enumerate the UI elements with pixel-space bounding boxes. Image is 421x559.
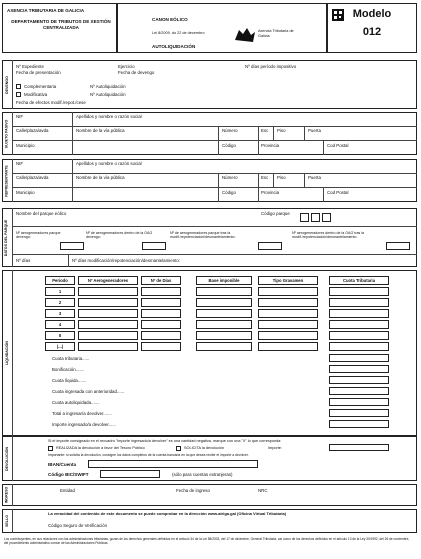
codigo-parque-box-2[interactable]: [311, 213, 320, 222]
solicita-checkbox[interactable]: [176, 446, 181, 451]
liquidacion-input-cell[interactable]: [258, 331, 318, 340]
summary-line-label: Cuota líquida.......: [52, 378, 87, 383]
liquidacion-input-cell[interactable]: [196, 320, 252, 329]
extranjeras-label: (sólo para cuentas extranjeras): [172, 472, 233, 477]
modelo-box: [327, 3, 417, 53]
liquidacion-input-cell[interactable]: [196, 309, 252, 318]
solicita-label: SOLICITA la devolución: [184, 446, 225, 450]
liquidacion-input-cell[interactable]: [258, 309, 318, 318]
sujeto-esc-label: Esc: [261, 128, 269, 133]
periodo-number: 3: [58, 311, 62, 316]
summary-line-label: Cuota tributaria......: [52, 356, 90, 361]
parque-input-1[interactable]: [60, 242, 84, 250]
liquidacion-input-cell[interactable]: [141, 309, 181, 318]
importe-devolucion-input[interactable]: [329, 444, 389, 451]
fecha-efectos-label: Fecha de efectos modif./repot./cese: [16, 100, 86, 105]
liquidacion-side-label: LIQUIDACIÓN: [4, 341, 9, 365]
rep-via-label: Nombre de la vía pública: [76, 175, 125, 180]
col-header-periodo: Periodo: [45, 276, 75, 285]
entidad-label: Entidad: [60, 488, 75, 493]
rep-esc-label: Esc: [261, 175, 269, 180]
liquidacion-input-cell[interactable]: [258, 298, 318, 307]
col-header-dias: Nº de Días: [141, 276, 181, 285]
devolucion-side-label: DEVOLUCIÓN: [4, 446, 9, 471]
sello-side-label: SELLO: [4, 515, 9, 527]
liquidacion-input-cell[interactable]: [78, 331, 138, 340]
parque-col4: Nº aerogeneradores dentro de la OAG tras la modif./repotenciación/desmantelamiento: [292, 231, 365, 240]
modelo-number: 012: [362, 26, 382, 38]
codigo-parque-box-3[interactable]: [322, 213, 331, 222]
summary-line-input[interactable]: [329, 365, 389, 373]
liquidacion-input-cell[interactable]: [141, 331, 181, 340]
sujeto-side-label: SUJETO PASIVO: [4, 119, 9, 148]
agency-name: AXENCIA TRIBUTARIA DE GALICIA: [7, 8, 85, 13]
rep-puerta-label: Puerta: [308, 175, 321, 180]
rep-codigo-label: Código: [222, 190, 236, 195]
rep-calle-label: Calle/plaza/avda: [16, 175, 49, 180]
summary-line-input[interactable]: [329, 420, 389, 428]
summary-line-label: Cuota autoliquidada.......: [52, 400, 100, 405]
col-header-tipo: Tipo Gravamen: [258, 276, 318, 285]
liquidacion-input-cell[interactable]: [141, 298, 181, 307]
header-agency-box: [2, 3, 117, 53]
rep-municipio-label: Municipio: [16, 190, 35, 195]
liquidacion-input-cell[interactable]: [258, 342, 318, 351]
periodo-cell: [45, 298, 75, 307]
footer-legal-text: Los contribuyentes, en sus relaciones con las administraciones tributarias, gozan de los derechos generales definidos en el artículo 34 de la Lei 58/2003, del 17 de diciembre, General Tributaria, así como de los derechos definidos en el artículo 13 de la Ley 30/1992, del 26 de noviembre, del procedimiento administrativo común de las Administraciones Públicas.: [4, 537, 410, 545]
periodo-number: 2: [58, 300, 62, 305]
col-header-cuota: Cuota Tributaria: [329, 276, 389, 285]
parque-codigo-label: Código parque: [261, 211, 290, 216]
representante-side-label: REPRESENTANTE: [4, 164, 9, 197]
ingreso-side-label: INGRESO: [4, 486, 9, 504]
parque-input-3[interactable]: [258, 242, 282, 250]
devolucion-intro: Si el importe consignado en el recuadro "importe ingresado/a devolver" es una cantidad negativa, marque con una "X" lo que corresponda:: [48, 439, 282, 443]
periodo-cell: [45, 320, 75, 329]
sujeto-piso-label: Piso: [277, 128, 286, 133]
form-type: AUTOLIQUIDACIÓN: [152, 44, 196, 49]
summary-line-input[interactable]: [329, 387, 389, 395]
periodo-cell: [45, 331, 75, 340]
complementaria-checkbox[interactable]: [16, 84, 21, 89]
periodo-cell: [45, 342, 75, 351]
periodo-number: 4: [58, 322, 62, 327]
barcode-qr-icon: [332, 9, 344, 21]
liquidacion-input-cell[interactable]: [141, 342, 181, 351]
sujeto-provincia-label: Provincia: [261, 143, 280, 148]
sujeto-cp-label: Cod Postal: [327, 143, 349, 148]
parque-input-2[interactable]: [142, 242, 166, 250]
liquidacion-input-cell[interactable]: [329, 320, 389, 329]
parque-col3: Nº de aerogeneradores parque tras la modif./repotenciación/desmantelamiento:: [170, 231, 236, 240]
n-autoliq-label-1: Nº Autoliquidación: [90, 84, 126, 89]
col-header-base: Base imponible: [196, 276, 252, 285]
sujeto-nif-label: NIF: [16, 114, 24, 119]
ejercicio-label: Ejercicio: [118, 64, 135, 69]
liquidacion-input-cell[interactable]: [78, 298, 138, 307]
sujeto-calle-label: Calle/plaza/avda: [16, 128, 49, 133]
devengo-side-label: DEVENGO: [4, 75, 9, 94]
sujeto-municipio-label: Municipio: [16, 143, 35, 148]
liquidacion-input-cell[interactable]: [78, 320, 138, 329]
periodo-number: (...): [56, 344, 64, 349]
tax-name: CANON EÓLICO: [152, 17, 188, 22]
rep-cp-label: Cod Postal: [327, 190, 349, 195]
nrc-label: NRC: [258, 488, 268, 493]
periodo-cell: [45, 287, 75, 296]
parque-input-4[interactable]: [386, 242, 410, 250]
liquidacion-input-cell[interactable]: [196, 298, 252, 307]
department-name: DEPARTAMENTO DE TRIBUTOS DE XESTIÓN CENTRALIZADA: [11, 19, 111, 30]
fecha-presentacion-label: Fecha de presentación: [16, 70, 61, 75]
liquidacion-input-cell[interactable]: [329, 298, 389, 307]
codigo-parque-box-1[interactable]: [300, 213, 309, 222]
summary-line-label: Cuota ingresada con anterioridad......: [52, 389, 125, 394]
liquidacion-input-cell[interactable]: [196, 287, 252, 296]
rep-provincia-label: Provincia: [261, 190, 280, 195]
devolucion-nota: Importante: si solicita la devolución, consigne los datos completos de la cuenta bancaria en la que desea recibir el importe a devolver.: [48, 453, 249, 457]
csv-label: Código Seguro de Verificación: [48, 523, 108, 528]
liquidacion-input-cell[interactable]: [329, 309, 389, 318]
liquidacion-input-cell[interactable]: [329, 287, 389, 296]
summary-line-input[interactable]: [329, 376, 389, 384]
fecha-devengo-label: Fecha de devengo: [118, 70, 155, 75]
sujeto-codigo-label: Código: [222, 143, 236, 148]
modificativa-label: Modificativa: [24, 92, 48, 97]
n-autoliq-label-2: Nº Autoliquidación: [90, 92, 126, 97]
parque-dias-label: Nº días: [16, 258, 31, 263]
rep-nif-label: NIF: [16, 161, 24, 166]
sujeto-via-label: Nombre de la vía pública: [76, 128, 125, 133]
liquidacion-input-cell[interactable]: [78, 309, 138, 318]
parque-side-label: DATOS DEL PARQUE: [4, 219, 9, 256]
summary-line-input[interactable]: [329, 398, 389, 406]
iban-input[interactable]: [88, 460, 258, 468]
liquidacion-input-cell[interactable]: [329, 342, 389, 351]
summary-line-label: Bonificación.......: [52, 367, 85, 372]
law-reference: Lei 8/2009, do 22 de decembro: [152, 31, 205, 35]
dias-periodo-label: Nº días período impositivo: [245, 64, 297, 69]
header-tax-box: [117, 3, 327, 53]
sujeto-section: [2, 112, 417, 155]
parque-nombre-label: Nombre del parque eólico: [16, 211, 67, 216]
liquidacion-input-cell[interactable]: [78, 342, 138, 351]
iban-label: IBAN/Cuenta: [48, 462, 77, 467]
liquidacion-input-cell[interactable]: [196, 342, 252, 351]
summary-line-input[interactable]: [329, 409, 389, 417]
liquidacion-input-cell[interactable]: [258, 287, 318, 296]
bic-label: Código BIC/SWIFT: [48, 472, 89, 477]
liquidacion-input-cell[interactable]: [196, 331, 252, 340]
veracidad-text: La veracidad del contenido de este documento se puede comprobar en la dirección www.atriga.gal (Oficina Virtual Tributaria): [48, 511, 287, 516]
periodo-cell: [45, 309, 75, 318]
rep-apellidos-label: Apellidos y nombre o razón social: [76, 161, 142, 166]
liquidacion-input-cell[interactable]: [329, 331, 389, 340]
complementaria-label: Complementaria: [24, 84, 57, 89]
sujeto-apellidos-label: Apellidos y nombre o razón social: [76, 114, 142, 119]
liquidacion-input-cell[interactable]: [141, 320, 181, 329]
col-header-aerogeneradores: Nº Aerogeneradores: [78, 276, 138, 285]
bic-input[interactable]: [100, 470, 160, 478]
summary-line-label: Importe ingresado/a devolver......: [52, 422, 116, 427]
liquidacion-input-cell[interactable]: [258, 320, 318, 329]
expediente-label: Nº Expediente: [16, 64, 44, 69]
liquidacion-input-cell[interactable]: [78, 287, 138, 296]
parque-col1: Nº aerogeneradores parque devengo:: [16, 231, 61, 240]
summary-line-input[interactable]: [329, 354, 389, 362]
galicia-logo: [233, 26, 323, 46]
summary-line-label: Total a ingresar/a devolver.......: [52, 411, 112, 416]
realizada-label: REALIZADA la devolución a favor del Tesoro Público: [56, 446, 145, 450]
importe-label: Importe:: [268, 446, 282, 450]
realizada-checkbox[interactable]: [48, 446, 53, 451]
fecha-ingreso-label: Fecha de ingreso: [176, 488, 210, 493]
rep-numero-label: Número: [222, 175, 238, 180]
rep-piso-label: Piso: [277, 175, 286, 180]
liquidacion-input-cell[interactable]: [141, 287, 181, 296]
periodo-number: 1: [58, 289, 62, 294]
logo-text: Axencia Tributaria de Galicia: [258, 29, 294, 38]
modificativa-checkbox[interactable]: [16, 92, 21, 97]
modelo-label: Modelo: [352, 8, 392, 20]
sujeto-numero-label: Número: [222, 128, 238, 133]
representante-section: [2, 159, 417, 202]
sujeto-puerta-label: Puerta: [308, 128, 321, 133]
parque-dias-modif-label: Nº días modificación/repotenciación/desmantelamiento:: [72, 258, 181, 263]
periodo-number: 5: [58, 333, 62, 338]
parque-col2: Nº de aerogeneradores dentro de la OAG devengo:: [86, 231, 153, 240]
